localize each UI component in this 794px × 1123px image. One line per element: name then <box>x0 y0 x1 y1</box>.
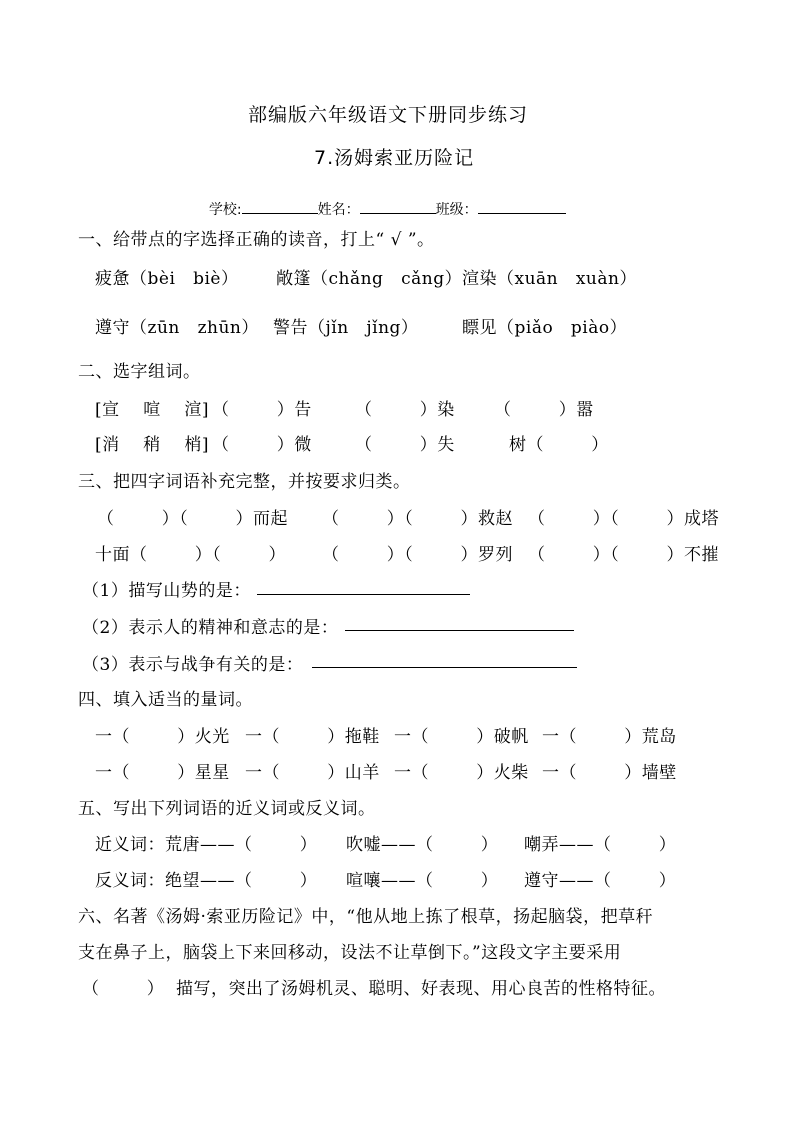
measure-word-fill[interactable]: 一（ ）山羊 <box>245 763 380 783</box>
char-group: [消 稍 梢] <box>95 435 209 455</box>
char-group: [宣 喧 渲] <box>95 400 209 420</box>
idiom-fill[interactable]: （ ）（ ）成塔 <box>528 509 719 529</box>
pinyin-item[interactable]: 渲染（xuān xuàn） <box>462 269 637 289</box>
measure-word-fill[interactable]: 一（ ）火柴 <box>394 763 529 783</box>
answer-line-1[interactable] <box>257 594 470 595</box>
measure-word-fill[interactable]: 一（ ）拖鞋 <box>245 727 380 747</box>
pinyin-item[interactable]: 瞟见（piǎo piào） <box>462 318 628 338</box>
school-label: 学校: <box>208 202 242 218</box>
school-field[interactable] <box>242 199 318 214</box>
idiom-fill[interactable]: （ ）（ ）而起 <box>97 509 288 529</box>
fill-word[interactable]: （ ）染 <box>355 400 455 420</box>
synonym-fill[interactable]: 嘲弄——（ ） <box>524 835 677 855</box>
section-5-heading: 五、写出下列词语的近义词或反义词。 <box>78 799 376 819</box>
measure-word-fill[interactable]: 一（ ）火光 <box>95 727 230 747</box>
antonym-fill[interactable]: 反义词：绝望——（ ） <box>95 871 318 891</box>
section-2-heading: 二、选字组词。 <box>78 362 201 382</box>
section-6-line-1: 六、名著《汤姆·索亚历险记》中，“他从地上拣了根草，扬起脑袋，把草秆 <box>78 907 654 927</box>
info-line <box>200 183 566 219</box>
answer-line-3[interactable] <box>312 667 577 668</box>
name-field[interactable] <box>360 199 436 214</box>
fill-word[interactable]: （ ）失 <box>355 435 455 455</box>
idiom-fill[interactable]: （ ）（ ）救赵 <box>322 509 513 529</box>
class-label: 班级： <box>435 202 478 218</box>
pinyin-item[interactable]: 遵守（zūn zhūn） <box>95 318 259 338</box>
name-label: 姓名： <box>317 202 360 218</box>
section-6-line-2: 支在鼻子上，脑袋上下来回移动，设法不让草倒下。”这段文字主要采用 <box>78 943 622 963</box>
idiom-fill[interactable]: （ ）（ ）不摧 <box>528 545 719 565</box>
question-1: （1）描写山势的是： <box>82 581 251 601</box>
fill-word[interactable]: （ ）嚣 <box>494 400 594 420</box>
synonym-fill[interactable]: 近义词：荒唐——（ ） <box>95 835 318 855</box>
section-6-line-3[interactable]: （ ） 描写，突出了汤姆机灵、聪明、好表现、用心良苦的性格特征。 <box>82 979 667 999</box>
fill-word[interactable]: （ ）告 <box>212 400 312 420</box>
idiom-fill[interactable]: 十面（ ）（ ） <box>95 545 286 565</box>
pinyin-item[interactable]: 警告（jǐn jǐng） <box>273 318 419 338</box>
idiom-fill[interactable]: （ ）（ ）罗列 <box>322 545 513 565</box>
antonym-fill[interactable]: 喧嚷——（ ） <box>346 871 499 891</box>
synonym-fill[interactable]: 吹嘘——（ ） <box>346 835 499 855</box>
measure-word-fill[interactable]: 一（ ）荒岛 <box>542 727 677 747</box>
section-3-heading: 三、把四字词语补充完整，并按要求归类。 <box>78 472 411 492</box>
page-title: 部编版六年级语文下册同步练习 <box>248 104 529 126</box>
class-field[interactable] <box>478 199 566 214</box>
measure-word-fill[interactable]: 一（ ）墙壁 <box>542 763 677 783</box>
pinyin-item[interactable]: 疲惫（bèi biè） <box>95 269 239 289</box>
pinyin-item[interactable]: 敞篷（chǎng cǎng） <box>276 269 463 289</box>
answer-line-2[interactable] <box>345 630 574 631</box>
antonym-fill[interactable]: 遵守——（ ） <box>524 871 677 891</box>
section-4-heading: 四、填入适当的量词。 <box>78 690 253 710</box>
fill-word[interactable]: （ ）微 <box>212 435 312 455</box>
lesson-title: 7.汤姆索亚历险记 <box>314 147 475 169</box>
section-1-heading: 一、给带点的字选择正确的读音，打上“ √ ”。 <box>78 230 435 250</box>
measure-word-fill[interactable]: 一（ ）破帆 <box>394 727 529 747</box>
question-3: （3）表示与战争有关的是： <box>82 655 304 675</box>
question-2: （2）表示人的精神和意志的是： <box>82 618 339 638</box>
measure-word-fill[interactable]: 一（ ）星星 <box>95 763 230 783</box>
fill-word[interactable]: 树（ ） <box>509 435 609 455</box>
